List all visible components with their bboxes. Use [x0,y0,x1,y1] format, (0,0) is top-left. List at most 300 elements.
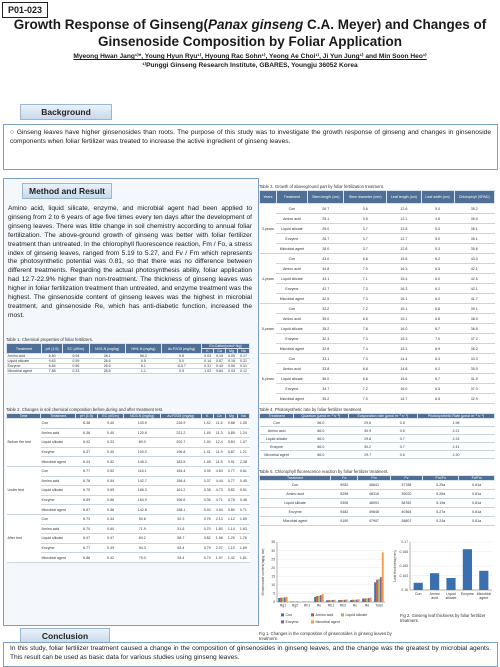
table1-cell: 113.7 [161,364,201,369]
table2-cell: 0.38 [201,486,213,496]
table2-cell: 0.82 [225,486,237,496]
table2-cell: 221.2 [161,428,202,438]
table3-cell: 15.8 [387,254,422,264]
table3-cell: 7.0 [421,334,454,344]
table1-cell: 28.1 [89,354,125,359]
table3-year-cell: 5-years [260,304,277,354]
table2-row [7,524,250,534]
table3-col: Stem length (cm) [308,191,344,204]
fig1-bar [380,577,382,602]
table1-cell: Microbial agent [7,369,42,374]
table2-cell: 0.40 [201,505,213,515]
fig2-xtick-label: Con [414,592,422,596]
table3-cell: 6.8 [344,254,387,264]
table5-cell: 48318 [358,490,390,499]
table3-cell: 7.3 [344,294,387,304]
table4-row [260,427,495,435]
table3-cell: 7.3 [344,354,387,364]
fig2-xtick-label: agent [479,596,489,600]
t1-col: Mg [226,349,238,354]
table3-cell: Amino acid [276,314,307,324]
table3-cell: 16.3 [387,264,422,274]
fig1-bar [338,600,340,602]
fig2-bar [446,578,455,590]
table3-row [260,264,495,274]
t1-col: NO3-N (mg/kg) [89,344,125,354]
table2-col: Mg [225,414,237,419]
table2-cell: 0.85 [225,428,237,438]
table2-cell: 1.41 [201,447,213,457]
table3-cell: Con [276,254,307,264]
table3-cell: 6.2 [421,254,454,264]
table2-cell: Amino acid [41,524,76,534]
table3-cell: 6.9 [421,344,454,354]
table2-col: Ca [213,414,225,419]
table1-cell: 26.6 [89,364,125,369]
table3-cell: 7.4 [344,344,387,354]
table1-cell: 0.14 [202,359,214,364]
table2-cell: 6.77 [76,543,97,553]
table2-cell: 0.77 [225,466,237,476]
table3-cell: 6.8 [344,374,387,384]
table3-cell: 6.8 [344,364,387,374]
table3-cell: 6.5 [421,384,454,394]
fig2-ytick-label: 0.17 [401,540,408,545]
table2-row [7,514,250,524]
table3-cell: 12.8 [387,244,422,254]
table2-cell: 0.58 [97,505,124,515]
table2-cell: 0.52 [97,466,124,476]
table4-cell: 2.30 [418,451,495,459]
fig2-xtick-label: silicate [445,596,457,600]
table4-cell: 86.0 [294,443,348,451]
table1-cell: 0.33 [63,369,89,374]
table3-cell: 42.5 [454,274,494,284]
table3-cell: Microbial agent [276,244,307,254]
table4-cell: 29.7 [348,451,387,459]
fig1-bar [382,552,384,602]
table4-col: Quantum (μmol m⁻² s⁻¹) [294,414,348,419]
table2-cell: 1.24 [237,428,249,438]
fig1-legend-swatch [341,613,344,616]
table3-cell: 12.6 [387,204,422,214]
table2-cell: 6.42 [76,438,97,448]
table1-cell: 0.16 [226,359,238,364]
table3-cell: 35.6 [454,244,494,254]
table2-cell: Liquid silicate [41,534,76,544]
table3-cell: 3.5 [344,214,387,224]
table3-cell: 26.0 [308,224,344,234]
table3-cell: 33.8 [308,364,344,374]
table4-cell: 29.6 [348,419,387,427]
table1-cell: Liquid silicate [7,359,42,364]
fig1-bar [362,599,364,602]
table5-cell: Microbial agent [260,517,331,526]
table2 [6,413,250,563]
table3-cell: Enzyme [276,284,307,294]
fig2-ytick-label: 0.165 [399,564,408,569]
table5-cell: 49846 [358,508,390,517]
table3-row [260,304,495,314]
table3-cell: 33.3 [454,354,494,364]
table3-cell: 14.8 [387,364,422,374]
table1-cell: 9.8 [161,354,201,359]
table3-cell: 28.0 [308,244,344,254]
table2-cell: 6.88 [76,553,97,563]
table2-cell: Amino acid [41,476,76,486]
author-block [0,52,500,70]
fig1-bar [358,599,360,602]
table2-cell: 1.14 [225,524,237,534]
table3-cell: 15.1 [387,314,422,324]
table3-row [260,284,495,294]
table3-cell: 6.2 [421,364,454,374]
table1-cell: 28.6 [89,369,125,374]
table4-cell: 2.24 [418,435,495,443]
table2-cell: 1.69 [237,543,249,553]
table5-cell: 48091 [358,499,390,508]
fig2-leaf-thickness-chart [390,536,496,612]
table3-col: Leaf length (cm) [387,191,422,204]
table2-cell: Liquid silicate [41,486,76,496]
fig2-caption: Fig 2. Ginseng leaf thickness by foliar fertilizer treatment. [400,613,486,623]
fig1-caption: Fig 1. Changes in the composition of ginsenosides in ginseng leaves by treatment. [259,631,392,641]
table1-cell: 0.03 [202,354,214,359]
table3-cell: 26.7 [308,234,344,244]
table3-row [260,244,495,254]
table5-col: Treatment [260,476,331,481]
background-heading: Background [20,104,112,120]
table3-cell: 15.0 [387,384,422,394]
table2-cell: Con [41,419,76,429]
table3-cell: Con [276,304,307,314]
table3-cell: 5.0 [421,204,454,214]
table2-time-cell: Under test [7,466,41,514]
table3-row [260,224,495,234]
table2-row [7,438,250,448]
table2-cell: 0.84 [225,438,237,448]
table3-cell: 6.7 [421,324,454,334]
table4-row [260,443,495,451]
table2-cell: 80.0 [124,438,161,448]
affiliation: ¹⁾Punggi Ginseng Research Institute, GBARES, Youngju 36052 Korea [142,62,358,69]
table3-cell: 25.1 [308,214,344,224]
table2-cell: 84.2 [124,534,161,544]
table2-cell: 1.97 [213,553,225,563]
table2-cell: 2.07 [213,543,225,553]
fig1-xtick-label: Rc [352,603,358,608]
table4-cell: 1.96 [418,419,495,427]
table1-cell: 9.84 [214,369,226,374]
table5-cell: 0.81a [459,481,495,490]
table2-cell: 0.76 [201,514,213,524]
table2-cell: 6.47 [76,534,97,544]
table2-cell: 0.74 [201,553,213,563]
table2-cell: 0.71 [237,505,249,515]
table3-cell: 3.6 [344,204,387,214]
table5-cell: 40364 [390,508,422,517]
table2-cell: Microbial agent [41,553,76,563]
table1-caption: Table 1. Chemical properties of foliar fertilizers. [6,337,94,342]
table3-col: Years [260,191,277,204]
table5-cell: 5.24a [423,517,459,526]
table2-cell: 1.40 [201,438,213,448]
fig1-legend-swatch [281,613,284,616]
table3-year-cell: 6-years [260,354,277,404]
fig1-bar [316,596,318,602]
title-part: Growth Response of Ginseng( [13,17,208,32]
table2-cell: Con [41,466,76,476]
table2-cell: Microbial agent [41,505,76,515]
table3-cell: 12.1 [387,214,422,224]
table3-cell: 42.1 [454,264,494,274]
table3-cell: 42.7 [308,284,344,294]
table1-cell: 0.55 [63,364,89,369]
table3-cell: 37.3 [454,384,494,394]
table2-cell: 1.21 [237,447,249,457]
fig1-bar [354,600,356,602]
table3-cell: 32.2 [308,304,344,314]
fig2-bar [463,549,472,590]
fig1-bar [284,597,286,602]
table4-cell: 2.41 [418,443,495,451]
table2-cell: 1.05 [237,419,249,429]
table3-cell: 4.8 [421,214,454,224]
t1-col: Ca [214,349,226,354]
table2-cell: 0.42 [97,553,124,563]
table4-row [260,451,495,459]
table1 [6,343,250,374]
fig1-xtick-label: Rb1 [327,603,335,608]
table1-cell: 56.3 [125,354,161,359]
table2-cell: 0.39 [201,466,213,476]
table2-cell: 148.3 [124,457,161,467]
table2-cell: 0.65 [97,486,124,496]
fig1-legend-label: Microbial agent [315,620,340,624]
fig2-xtick-label: Enzyme [460,592,474,596]
table2-cell: 0.48 [237,495,249,505]
table2-cell: 4.73 [213,486,225,496]
table3-cell: 7.0 [344,394,387,404]
fig1-bar [320,595,322,602]
table3-row [260,374,495,384]
method-heading: Method and Result [22,183,112,199]
table2-cell: 0.51 [237,486,249,496]
table4-cell: Enzyme [260,443,294,451]
table3-cell: 6.3 [421,354,454,364]
table3-cell: 16.0 [387,324,422,334]
table4-cell: Liquid silicate [260,435,294,443]
table5-cell: Enzyme [260,508,331,517]
fig2-xtick-label: Amino [429,592,440,596]
table3-cell: 43.0 [308,254,344,264]
table3-cell: 38.9 [454,314,494,324]
fig1-legend-swatch [311,613,314,616]
fig1-ytick-label: 35 [271,540,275,545]
fig1-xtick-label: Rg1 [279,603,287,608]
table2-col: K [201,414,213,419]
table1-cell: 0.31 [237,359,249,364]
fig1-bar [322,594,324,602]
table3-row [260,234,495,244]
table1-cell: 0.5 [125,359,161,364]
fig1-bar [352,600,354,602]
table5-col: Fv [390,476,422,481]
table1-cell: 0.59 [63,359,89,364]
table3-cell: Microbial agent [276,394,307,404]
t1-col: K [202,349,214,354]
table5-cell: 5.26a [423,490,459,499]
table2-cell: 1.12 [225,514,237,524]
table1-cell: Amino acid [7,354,42,359]
table2-row [7,543,250,553]
table3-cell: 35.0 [454,214,494,224]
table1-cell: 6.80 [42,354,63,359]
t1-col: Na [237,349,249,354]
table2-cell: 0.87 [225,447,237,457]
table2-row [7,466,250,476]
table2-cell: Con [41,514,76,524]
table3-col: Stem diameter (mm) [344,191,387,204]
table5-cell: 46841 [358,481,390,490]
table2-cell: 1.10 [225,543,237,553]
table2-cell: 0.70 [201,524,213,534]
table2-cell: 0.82 [201,534,213,544]
fig1-xtick-label: Rg2 [291,603,299,608]
title-line-1 [0,16,500,33]
table4-cell: 86.0 [294,419,348,427]
table2-cell: 0.49 [97,543,124,553]
table5-col: Fo [331,476,358,481]
table3-cell: 7.1 [344,274,387,284]
table2-cell: 1.81 [237,553,249,563]
fig1-legend-swatch [311,620,314,623]
table2-cell: 183.5 [161,457,202,467]
table3-cell: Enzyme [276,384,307,394]
table2-cell: 94.3 [124,543,161,553]
table2-row [7,486,250,496]
table2-cell: 1.29 [225,534,237,544]
table3-row [260,214,495,224]
fig1-bar [292,601,294,602]
table3-cell: Amino acid [276,214,307,224]
table3-row [260,314,495,324]
table2-cell: 0.34 [97,514,124,524]
fig2-bar [479,571,488,590]
table3-cell: 3.7 [344,244,387,254]
table3-row [260,384,495,394]
fig1-bar [282,598,284,602]
table4-row [260,419,495,427]
fig1-bar [374,582,376,602]
table2-cell: 0.79 [201,543,213,553]
table2-cell: 0.66 [97,495,124,505]
table5-cell: 38807 [390,517,422,526]
table3-cell: 7.8 [344,324,387,334]
table1-cell: 5.0 [161,359,201,364]
fig1-bar [370,598,372,602]
table2-cell: Enzyme [41,495,76,505]
fig1-xtick-label: Rd [364,603,370,608]
table3-col: Chlorophyll (SPAD) [454,191,494,204]
table5-cell: Liquid silicate [260,499,331,508]
table3-cell: Liquid silicate [276,224,307,234]
table2-cell: 1.42 [225,553,237,563]
table5-col: Fm/Fo [423,476,459,481]
table5-cell: 47997 [358,517,390,526]
table3-cell: 6.5 [421,264,454,274]
fig1-bar [280,598,282,602]
table2-cell: 164.4 [161,466,202,476]
table2-cell: 6.77 [76,466,97,476]
table3-cell: Enzyme [276,334,307,344]
table4-cell: Con [260,419,294,427]
table2-row [7,457,250,467]
fig1-legend-label: Con [285,613,293,617]
table1-cell: 0.03 [226,369,238,374]
table3-cell: 35.1 [454,234,494,244]
table3-cell: 6.7 [421,374,454,384]
t1-col: Av.P2O5 (mg/kg) [161,344,201,354]
fig1-bar [344,600,346,602]
table5-cell: Amino acid [260,490,331,499]
table3-cell: 15.3 [387,334,422,344]
fig1-bar [368,598,370,602]
table1-cell: 6.1 [125,364,161,369]
table2-col: Av.P2O5 (mg/kg) [161,414,202,419]
table4-cell: 0.6 [387,451,417,459]
table2-cell: 0.80 [225,505,237,515]
table1-cell: 1.1 [125,369,161,374]
t1-col: EC (dS/m) [63,344,89,354]
table3-cell: 6.2 [421,284,454,294]
table2-cell: 4.44 [213,476,225,486]
table3-cell: 5.3 [421,244,454,254]
fig1-xtick-label: Rb2 [339,603,347,608]
table1-row [7,369,250,374]
table2-cell: 142.8 [124,505,161,515]
table4-cell: 86.0 [294,427,348,435]
table2-cell: 1.48 [201,457,213,467]
fig1-ginsenoside-chart [259,536,389,630]
author-list: Myeong Hwan Jang¹⁾*, Young Hyun Ryu¹⁾, Hyoung Rac Sohn¹⁾, Yeong Ae Choi¹⁾, Ji Yun Jung¹⁾ and Min Soon Heo¹⁾ [73,53,427,60]
table3-cell: 6.5 [344,314,387,324]
table1-cell: 9.63 [42,359,63,364]
table4-cell: 0.5 [387,427,417,435]
table2-cell: 0.61 [237,466,249,476]
table1-cell: 28.6 [89,359,125,364]
table5-cell: 0.81a [459,490,495,499]
table4-cell: 30.9 [348,427,387,435]
table2-cell: 11.6 [213,419,225,429]
table2-cell: 142.7 [124,476,161,486]
t1-group-col: Ex.Cation(cmol⁺/kg) [202,344,250,349]
table2-row [7,495,250,505]
fig1-ytick-label: 5 [273,591,275,596]
table2-cell: 6.73 [76,514,97,524]
table3-year-cell: 4-years [260,254,277,304]
table2-cell: 63.4 [161,543,202,553]
table2-row [7,428,250,438]
table1-cell: 0.87 [214,359,226,364]
table2-col: pH (1:5) [76,414,97,419]
background-section [3,124,498,170]
fig2-ylabel: Leaf thickness(mm) [393,550,397,582]
table2-cell: 6.67 [76,505,97,515]
table2-time-cell: After test [7,514,41,562]
table2-cell: 1.80 [213,524,225,534]
table3-cell: Liquid silicate [276,324,307,334]
